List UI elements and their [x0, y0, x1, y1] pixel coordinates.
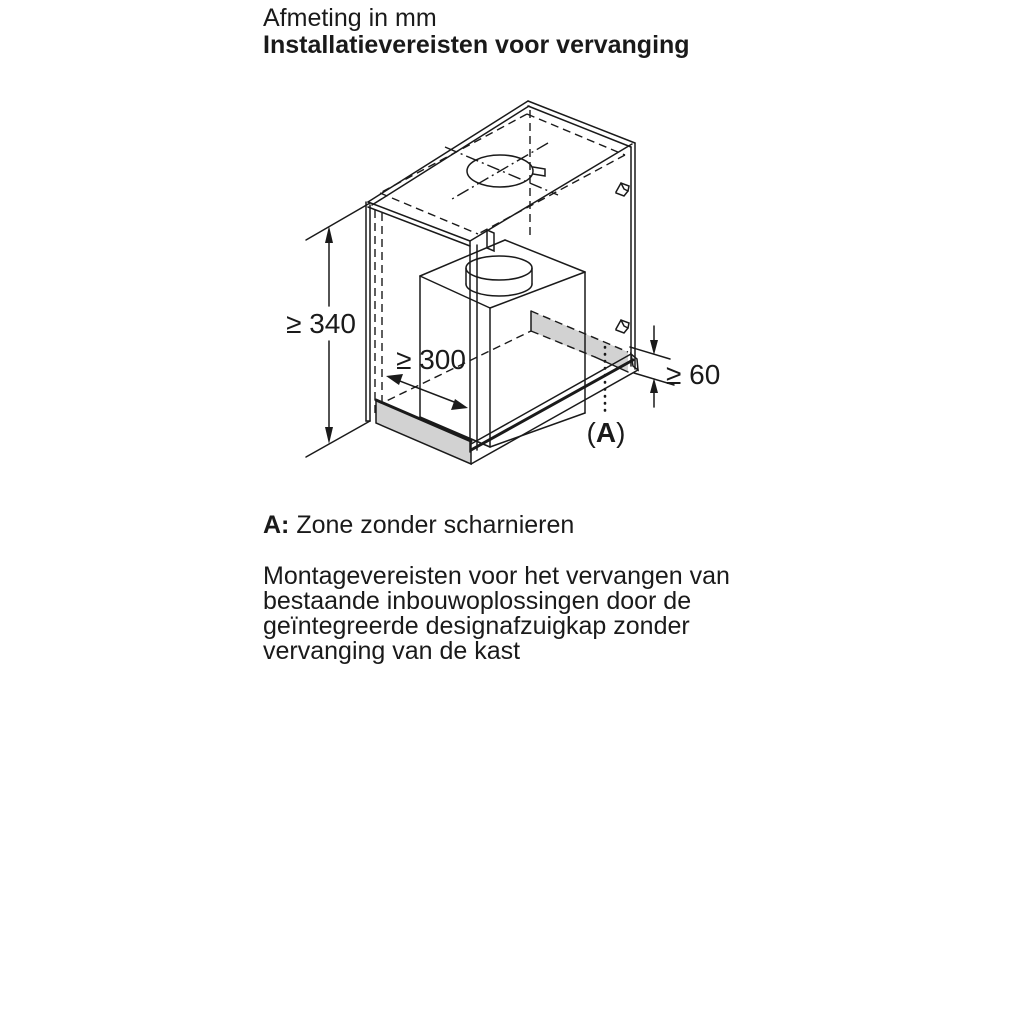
centerline-1 — [445, 147, 558, 195]
installation-note — [263, 564, 733, 664]
duct-collar — [466, 256, 532, 296]
legend-term: A: — [263, 511, 290, 539]
duct-hole — [445, 143, 558, 199]
duct-tab — [533, 167, 545, 176]
legend-description: Zone zonder scharnieren — [296, 511, 575, 539]
hinge-clip-top — [616, 183, 629, 196]
zone-a-band — [531, 311, 628, 372]
note-line: Montagevereisten voor het vervangen van — [263, 562, 730, 590]
dimension-bottom-clearance — [630, 326, 720, 407]
zone-a-label: (A) — [586, 417, 626, 448]
dimension-unit-note: Afmeting in mm — [263, 4, 437, 32]
note-line: bestaande inbouwoplossingen door de — [263, 587, 692, 615]
hinge-clip-bottom — [616, 320, 629, 333]
dim-height-label: ≥ 340 — [286, 308, 356, 339]
page-title: Installatievereisten voor vervanging — [263, 31, 690, 59]
dimension-depth — [386, 344, 468, 410]
dim-bottom-clearance-label: ≥ 60 — [666, 359, 721, 390]
note-line: geïntegreerde designafzuigkap zonder — [263, 612, 690, 640]
hinge-clips — [616, 183, 629, 333]
note-line: vervanging van de kast — [263, 637, 521, 665]
dimension-height — [285, 203, 370, 457]
dim-depth-label: ≥ 300 — [396, 344, 466, 375]
outer-cabinet — [366, 101, 635, 452]
legend — [263, 511, 574, 540]
